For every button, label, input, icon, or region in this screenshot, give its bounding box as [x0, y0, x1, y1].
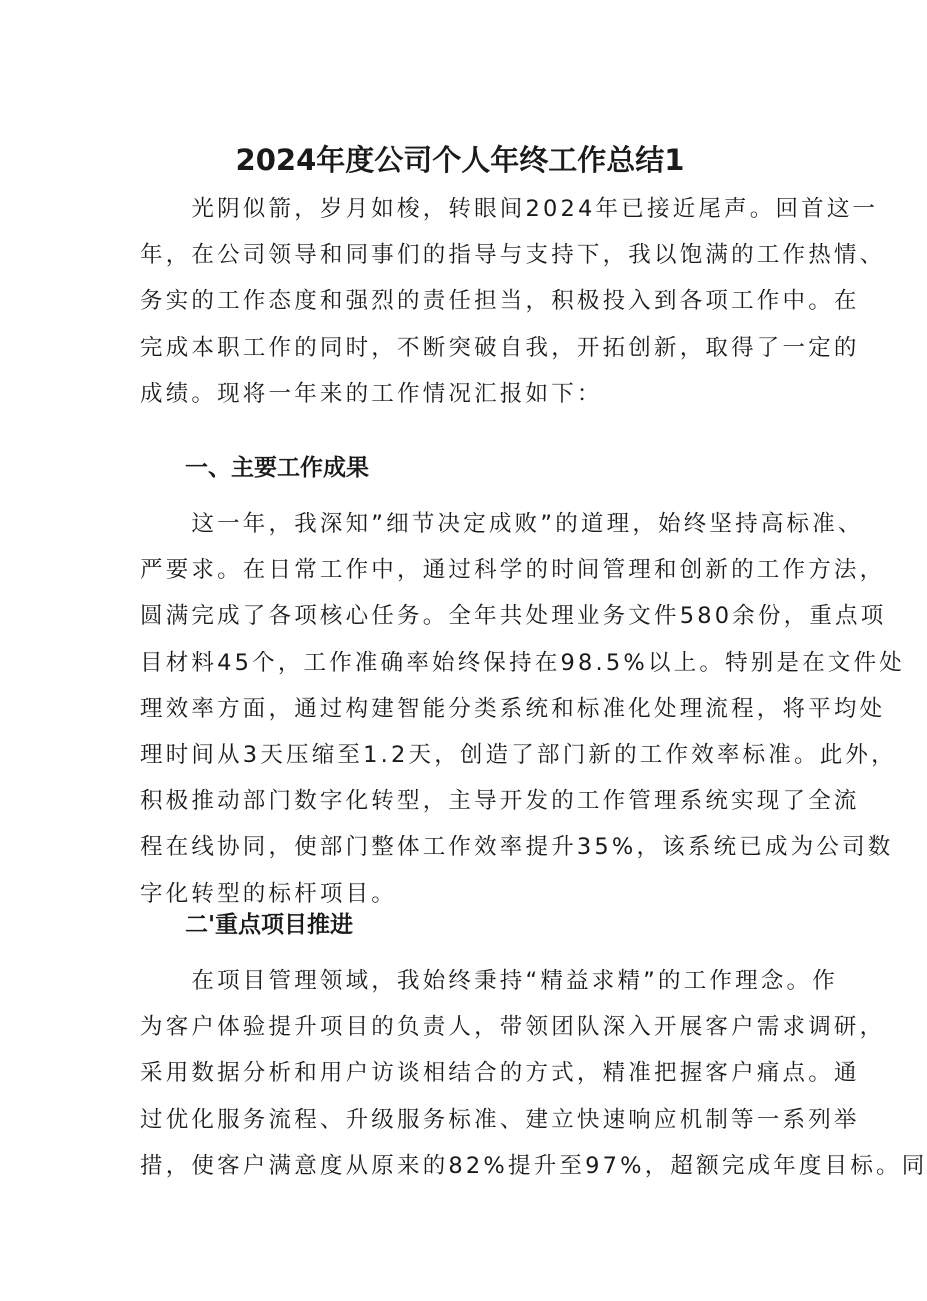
- paragraph-line: 目材料45个，工作准确率始终保持在98.5%以上。特别是在文件处: [140, 649, 906, 676]
- document-title: 2024年度公司个人年终工作总结1: [235, 143, 685, 177]
- paragraph-line: 程在线协同，使部门整体工作效率提升35%，该系统已成为公司数: [140, 834, 894, 861]
- paragraph-line: 字化转型的标杆项目。: [140, 880, 398, 907]
- paragraph-line: 完成本职工作的同时，不断突破自我，开拓创新，取得了一定的: [140, 334, 860, 361]
- section-heading-key-projects: 二'重点项目推进: [185, 912, 354, 938]
- paragraph-line: 务实的工作态度和强烈的责任担当，积极投入到各项工作中。在: [140, 288, 860, 315]
- paragraph-line: 圆满完成了各项核心任务。全年共处理业务文件580余份，重点项: [140, 603, 887, 630]
- paragraph-line: 采用数据分析和用户访谈相结合的方式，精准把握客户痛点。通: [140, 1060, 860, 1087]
- paragraph-line: 成绩。现将一年来的工作情况汇报如下：: [140, 380, 603, 407]
- section-heading-main-results: 一、主要工作成果: [185, 455, 369, 481]
- paragraph-line: 理效率方面，通过构建智能分类系统和标准化处理流程，将平均处: [140, 695, 886, 722]
- paragraph-line: 为客户体验提升项目的负责人，带领团队深入开展客户需求调研，: [140, 1014, 886, 1041]
- paragraph-line: 积极推动部门数字化转型，主导开发的工作管理系统实现了全流: [140, 788, 860, 815]
- paragraph-line: 严要求。在日常工作中，通过科学的时间管理和创新的工作方法，: [140, 557, 886, 584]
- paragraph-line: 理时间从3天压缩至1.2天，创造了部门新的工作效率标准。此外，: [140, 742, 897, 769]
- paragraph-main-results: [140, 501, 906, 917]
- paragraph-key-projects: [140, 958, 927, 1189]
- paragraph-line: 过优化服务流程、升级服务标准、建立快速响应机制等一系列举: [140, 1106, 860, 1133]
- paragraph-line: 这一年，我深知”细节决定成败”的道理，始终坚持高标准、: [140, 511, 864, 537]
- paragraph-line: 在项目管理领域，我始终秉持“精益求精”的工作理念。作: [140, 968, 838, 994]
- paragraph-line: 措，使客户满意度从原来的82%提升至97%，超额完成年度目标。同: [140, 1152, 927, 1179]
- paragraph-line: 年，在公司领导和同事们的指导与支持下，我以饱满的工作热情、: [140, 242, 886, 269]
- paragraph-intro: [140, 186, 886, 417]
- paragraph-line: 光阴似箭，岁月如梭，转眼间2024年已接近尾声。回首这一: [140, 196, 879, 222]
